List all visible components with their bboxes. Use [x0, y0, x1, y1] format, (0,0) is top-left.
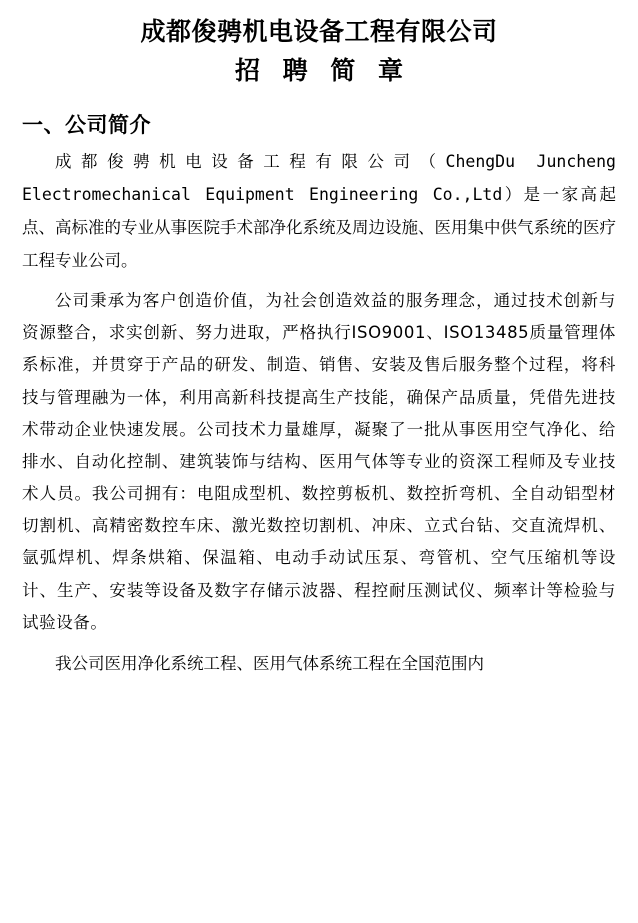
paragraph-company-overview: 成都俊骋机电设备工程有限公司（ChengDu Juncheng Electromechanical Equipment Engineering Co.,Ltd）是一家高起点、高标准的专业从事医院手术部净化系统及周边设施、医用集中供气系统的医疗工程专业公司。	[22, 152, 616, 271]
document-title: 成都俊骋机电设备工程有限公司	[140, 17, 498, 46]
paragraph-company-projects: 我公司医用净化系统工程、医用气体系统工程在全国范围内	[55, 653, 484, 673]
document-subtitle: 招 聘 简 章	[234, 56, 411, 86]
section-heading-company-intro: 一、公司简介	[22, 112, 151, 137]
paragraph-company-philosophy: 公司秉承为客户创造价值，为社会创造效益的服务理念，通过技术创新与资源整合，求实创新、努力进取，严格执行ISO9001、ISO13485质量管理体系标准，并贯穿于产品的研发、制造、销售、安装及售后服务整个过程，将科技与管理融为一体，利用高新科技提高生产技能，确保产品质量，凭借先进技术带动企业快速发展。公司技术力量雄厚，凝聚了一批从事医用空气净化、给排水、自动化控制、建筑装饰与结构、医用气体等专业的资深工程师及专业技术人员。我公司拥有：电阻成型机、数控剪板机、数控折弯机、全自动铝型材切割机、高精密数控车床、激光数控切割机、冲床、立式台钻、交直流焊机、氩弧焊机、焊条烘箱、保温箱、电动手动试压泵、弯管机、空气压缩机等设计、生产、安装等设备及数字存储示波器、程控耐压测试仪、频率计等检验与试验设备。	[22, 291, 616, 632]
